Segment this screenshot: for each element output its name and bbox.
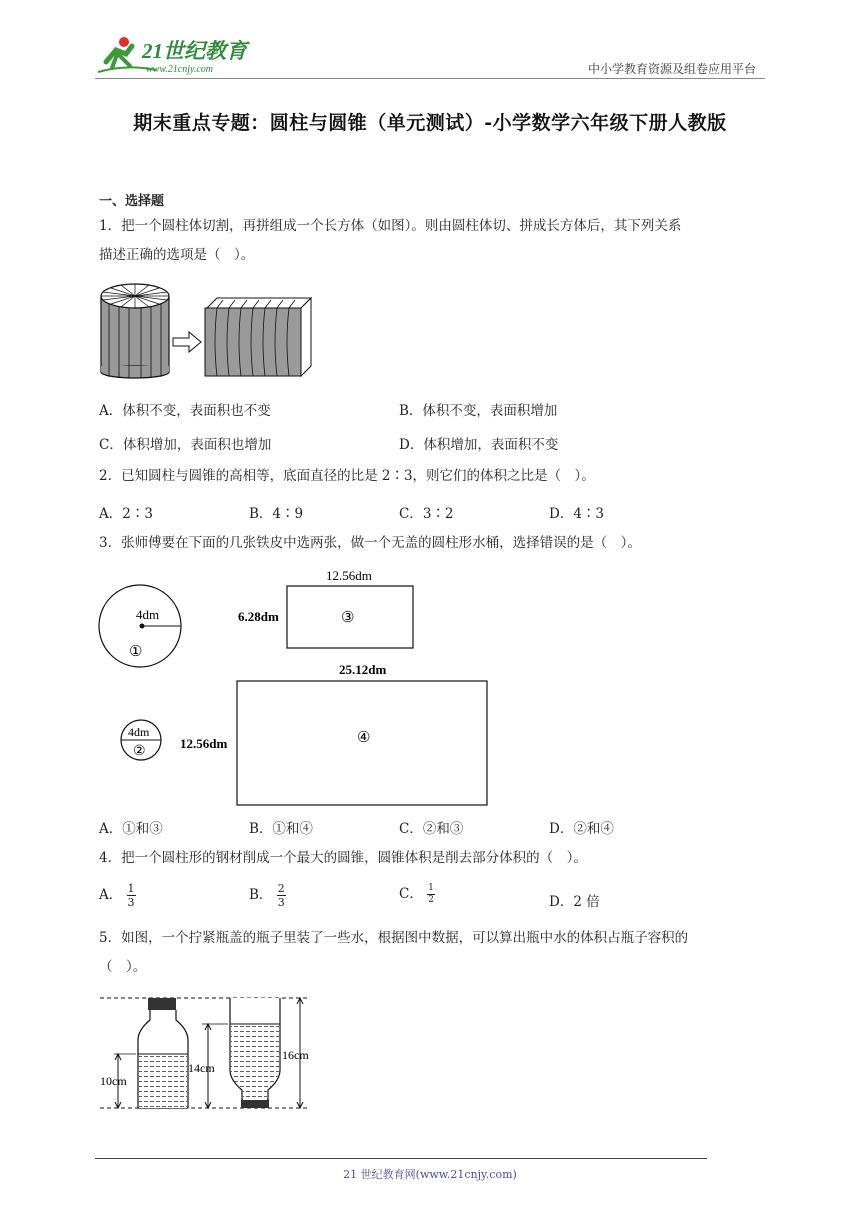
page-title: 期末重点专题：圆柱与圆锥（单元测试）-小学数学六年级下册人教版 <box>133 112 727 134</box>
logo-url: www.21cnjy.com <box>146 64 214 75</box>
question-text: 2．已知圆柱与圆锥的高相等，底面直径的比是 2∶3，则它们的体积之比是（ ）。 <box>99 468 595 484</box>
option-c[interactable]: C． $\frac{1}{2}$ <box>399 883 434 905</box>
cuboid-icon <box>205 298 311 376</box>
footer-text: 21 世纪教育网(www.21cnjy.com) <box>343 1168 517 1181</box>
question-text: 4．把一个圆柱形的钢材削成一个最大的圆锥，圆锥体积是削去部分体积的（ ）。 <box>99 850 587 866</box>
question-5 <box>99 924 769 982</box>
question-4 <box>99 844 769 873</box>
option-b[interactable]: B．4∶9 <box>249 506 304 522</box>
question-1 <box>99 212 769 270</box>
platform-name: 中小学教育资源及组卷应用平台 <box>587 62 756 76</box>
upright-bottle-icon <box>138 998 188 1108</box>
option-c[interactable]: C．②和③ <box>399 821 464 837</box>
fraction: $\frac{2}{3}$ <box>277 882 285 909</box>
svg-text:④: ④ <box>357 730 371 746</box>
option-b[interactable]: B．体积不变，表面积增加 <box>399 403 558 419</box>
logo <box>96 34 261 78</box>
svg-text:10cm: 10cm <box>100 1074 127 1088</box>
cylinder-to-cuboid-figure <box>99 280 319 384</box>
question-text: （ ）。 <box>99 959 147 975</box>
option-a[interactable]: A．①和③ <box>99 821 163 837</box>
svg-text:12.56dm: 12.56dm <box>180 736 228 751</box>
question-text: 3．张师傅要在下面的几张铁皮中选两张，做一个无盖的圆柱形水桶，选择错误的是（ ）。 <box>99 535 641 551</box>
fraction: $\frac{1}{3}$ <box>127 882 135 909</box>
option-d[interactable]: D．4∶3 <box>549 506 605 522</box>
option-a[interactable]: A．体积不变，表面积也不变 <box>99 403 271 419</box>
cylinder-icon <box>101 284 169 378</box>
logo-text: 21世纪教育 <box>142 39 247 63</box>
question-3 <box>99 529 769 558</box>
option-c[interactable]: C．体积增加，表面积也增加 <box>99 437 272 453</box>
svg-text:①: ① <box>129 644 143 660</box>
question-text: 描述正确的选项是（ ）。 <box>99 247 255 263</box>
svg-text:4dm: 4dm <box>128 725 150 739</box>
footer-divider <box>95 1158 707 1159</box>
inverted-bottle-icon <box>230 998 280 1108</box>
fraction: $\frac{1}{2}$ <box>428 883 434 905</box>
option-c[interactable]: C．3∶2 <box>399 506 454 522</box>
option-a[interactable]: A．2∶3 <box>99 506 153 522</box>
section-heading: 一、选择题 <box>99 194 165 209</box>
option-d[interactable]: D．2 倍 <box>549 894 600 910</box>
header-divider <box>95 78 765 79</box>
option-b[interactable]: B．①和④ <box>249 821 313 837</box>
arrow-right-icon <box>173 332 201 352</box>
iron-sheets-figure <box>95 562 495 816</box>
svg-text:③: ③ <box>341 610 355 626</box>
svg-text:4dm: 4dm <box>136 607 160 622</box>
svg-text:6.28dm: 6.28dm <box>238 609 279 624</box>
question-text: 1．把一个圆柱体切割，再拼组成一个长方体（如图）。则由圆柱体切、拼成长方体后，其下列关系 <box>99 218 682 234</box>
option-d[interactable]: D．②和④ <box>549 821 614 837</box>
svg-text:25.12dm: 25.12dm <box>339 662 387 677</box>
question-2 <box>99 462 769 491</box>
option-a[interactable]: A． $\frac{1}{3}$ <box>99 882 135 909</box>
svg-text:12.56dm: 12.56dm <box>326 568 372 583</box>
bottle-figure <box>96 994 326 1120</box>
question-text: 5．如图，一个拧紧瓶盖的瓶子里装了一些水，根据图中数据，可以算出瓶中水的体积占瓶子容积的 <box>99 930 689 946</box>
svg-text:16cm: 16cm <box>282 1048 309 1062</box>
svg-text:14cm: 14cm <box>188 1061 215 1075</box>
option-d[interactable]: D．体积增加，表面积不变 <box>399 437 559 453</box>
option-b[interactable]: B． $\frac{2}{3}$ <box>249 882 285 909</box>
svg-text:②: ② <box>133 744 146 759</box>
